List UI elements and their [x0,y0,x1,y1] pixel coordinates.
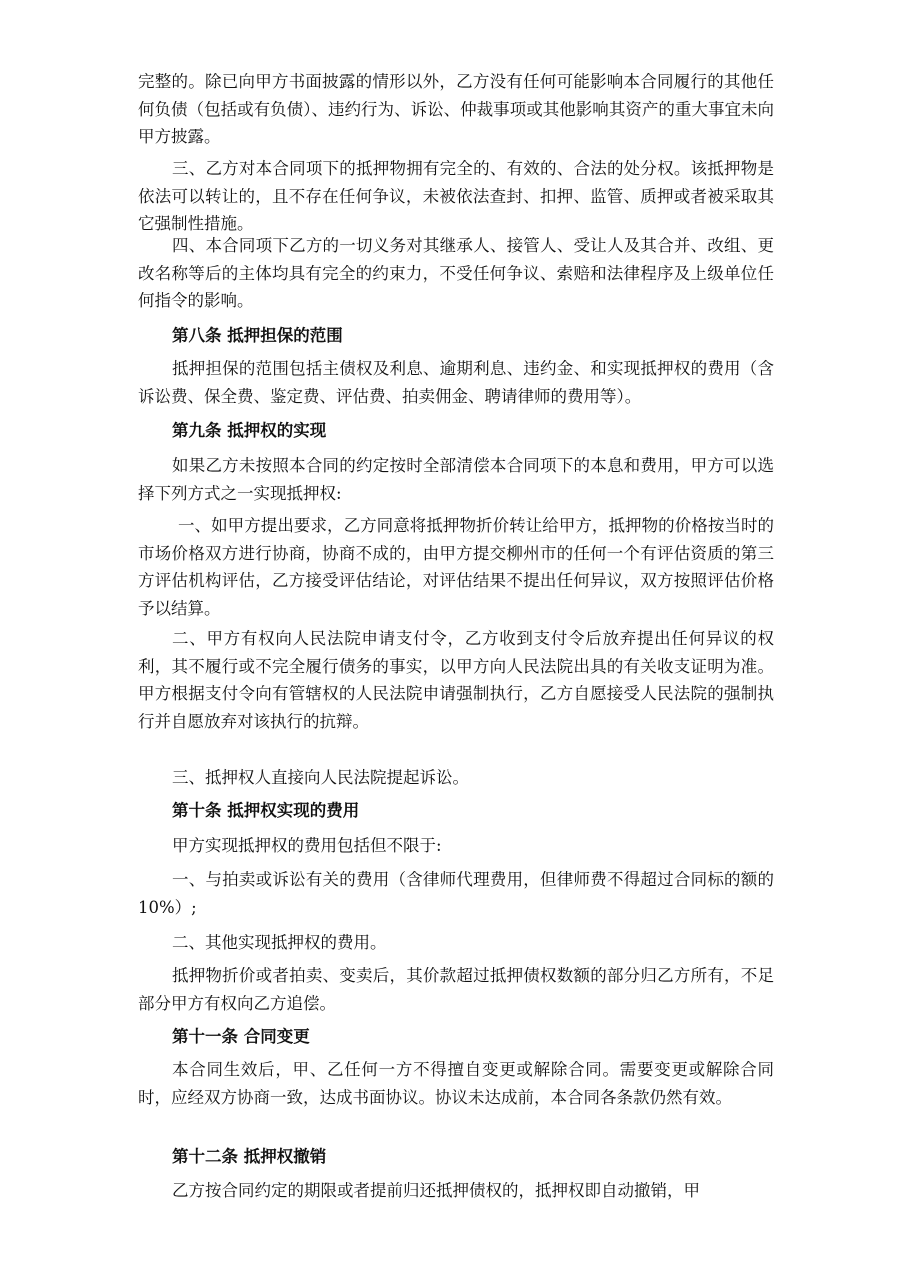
paragraph-realization-intro: 如果乙方未按照本合同的约定按时全部清偿本合同项下的本息和费用，甲方可以选择下列方式之一实现抵押权: [138,456,774,503]
paragraph-lien-cancellation: 乙方按合同约定的期限或者提前归还抵押债权的，抵押权即自动撤销，甲 [172,1181,700,1200]
paragraph-surplus-deficit: 抵押物折价或者拍卖、变卖后，其价款超过抵押债权数额的部分归乙方所有，不足部分甲方有权向乙方追偿。 [138,966,774,1013]
paragraph-clause-4-obligations: 四、本合同项下乙方的一切义务对其继承人、接管人、受让人及其合并、改组、更改名称等后的主体均具有完全的约束力，不受任何争议、索赔和法律程序及上级单位任何指令的影响。 [138,236,774,310]
paragraph-option-3-lawsuit: 三、抵押权人直接向人民法院提起诉讼。 [172,768,469,787]
paragraph-fee-item-2: 二、其他实现抵押权的费用。 [172,933,387,952]
heading-article-12: 第十二条 抵押权撤销 [172,1147,327,1166]
paragraph-realization-fees-intro: 甲方实现抵押权的费用包括但不限于: [172,836,442,855]
paragraph-fee-item-1: 一、与拍卖或诉讼有关的费用（含律师代理费用，但律师费不得超过合同标的额的 10%）; [138,870,774,917]
paragraph-guarantee-scope: 抵押担保的范围包括主债权及利息、逾期利息、违约金、和实现抵押权的费用（含诉讼费、保全费、鉴定费、评估费、拍卖佣金、聘请律师的费用等）。 [138,359,774,406]
paragraph-option-2-payment-order: 二、甲方有权向人民法院申请支付令，乙方收到支付令后放弃提出任何异议的权利，其不履行或不完全履行债务的事实，以甲方向人民法院出具的有关收支证明为准。甲方根据支付令向有管辖权的人民法院申请强制执行，乙方自愿接受人民法院的强制执行并自愿放弃对该执行的抗辩。 [138,629,774,731]
paragraph-clause-3-disposal-right: 三、乙方对本合同项下的抵押物拥有完全的、有效的、合法的处分权。该抵押物是依法可以转让的，且不存在任何争议，未被依法查封、扣押、监管、质押或者被采取其它强制性措施。 [138,159,774,233]
paragraph-asset-disclosure: 完整的。除已向甲方书面披露的情形以外，乙方没有任何可能影响本合同履行的其他任何负债（包括或有负债）、违约行为、诉讼、仲裁事项或其他影响其资产的重大事宜未向甲方披露。 [138,72,774,146]
paragraph-contract-change: 本合同生效后，甲、乙任何一方不得擅自变更或解除合同。需要变更或解除合同时，应经双方协商一致，达成书面协议。协议未达成前，本合同各条款仍然有效。 [138,1060,774,1107]
heading-article-8: 第八条 抵押担保的范围 [172,326,343,345]
heading-article-10: 第十条 抵押权实现的费用 [172,801,360,820]
paragraph-option-1-discount: 一、如甲方提出要求，乙方同意将抵押物折价转让给甲方，抵押物的价格按当时的市场价格双方进行协商，协商不成的，由甲方提交柳州市的任何一个有评估资质的第三方评估机构评估，乙方接受评估结论，对评估结果不提出任何异议，双方按照评估价格予以结算。 [138,516,774,618]
heading-article-11: 第十一条 合同变更 [172,1027,310,1046]
heading-article-9: 第九条 抵押权的实现 [172,421,327,440]
